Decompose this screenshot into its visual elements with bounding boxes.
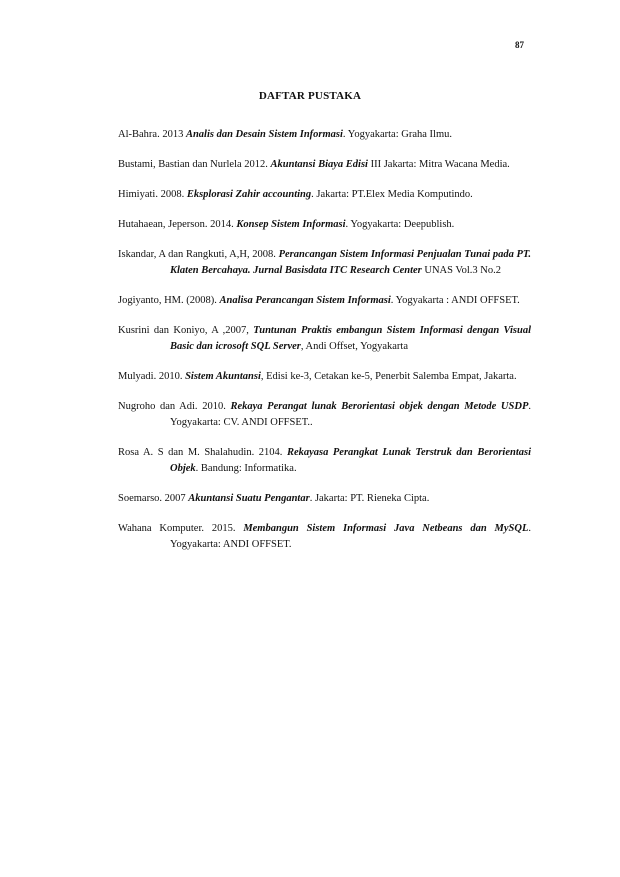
reference-source: Analis dan Desain Sistem Informasi <box>185 129 343 140</box>
reference-author: Kusrini dan Koniyo, A ,2007, <box>118 325 254 336</box>
reference-entry <box>118 521 531 553</box>
reference-entry <box>118 445 531 477</box>
reference-publisher: . Yogyakarta: ANDI OFFSET. <box>170 523 531 550</box>
page-title: DAFTAR PUSTAKA <box>258 90 362 102</box>
reference-source: Tuntunan Praktis embangun Sistem Informasi dengan Visual Basic dan icrosoft SQL Server <box>170 325 531 352</box>
reference-publisher: . Yogyakarta : ANDI OFFSET. <box>390 295 520 306</box>
reference-entry <box>118 187 531 203</box>
reference-source: Akuntansi Suatu Pengantar <box>188 493 310 504</box>
reference-author: Jogiyanto, HM. (2008). <box>118 295 220 306</box>
reference-entry <box>118 247 531 279</box>
page-number: 87 <box>515 40 524 50</box>
reference-entry <box>118 491 531 507</box>
reference-source: Membangun Sistem Informasi Java Netbeans dan MySQL <box>243 523 529 534</box>
reference-author: Wahana Komputer. 2015. <box>118 523 244 534</box>
reference-author: Iskandar, A dan Rangkuti, A,H, 2008. <box>118 249 279 260</box>
reference-source: Sistem Akuntansi <box>185 371 261 382</box>
reference-author: Soemarso. 2007 <box>118 493 189 504</box>
reference-entry <box>118 217 531 233</box>
reference-source: Konsep Sistem Informasi <box>236 219 346 230</box>
reference-author: Hutahaean, Jeperson. 2014. <box>118 219 237 230</box>
reference-publisher: , Andi Offset, Yogyakarta <box>300 341 409 352</box>
reference-publisher: . Jakarta: PT.Elex Media Komputindo. <box>311 189 473 200</box>
reference-publisher: III Jakarta: Mitra Wacana Media. <box>367 159 510 170</box>
reference-list <box>118 127 531 567</box>
reference-author: Himiyati. 2008. <box>118 189 187 200</box>
reference-source: Perancangan Sistem Informasi Penjualan Tunai pada PT. Klaten Bercahaya. Jurnal Basisdata ITC Research Center <box>170 249 531 276</box>
reference-publisher: . Bandung: Informatika. <box>195 463 297 474</box>
reference-source: Eksplorasi Zahir accounting <box>186 189 312 200</box>
reference-author: Al-Bahra. 2013 <box>118 129 186 140</box>
reference-publisher: . Yogyakarta: Deepublish. <box>345 219 455 230</box>
reference-entry <box>118 399 531 431</box>
reference-publisher: . Jakarta: PT. Rieneka Cipta. <box>309 493 430 504</box>
reference-source: Akuntansi Biaya Edisi <box>270 159 368 170</box>
reference-source: Rekayasa Perangkat Lunak Terstruk dan Berorientasi Objek <box>170 447 531 474</box>
reference-source: Rekaya Perangat lunak Berorientasi objek dengan Metode USDP <box>230 401 529 412</box>
reference-source: Analisa Perancangan Sistem Informasi <box>219 295 391 306</box>
reference-author: Bustami, Bastian dan Nurlela 2012. <box>118 159 271 170</box>
reference-publisher: UNAS Vol.3 No.2 <box>421 265 501 276</box>
reference-entry <box>118 369 531 385</box>
reference-publisher: . Yogyakarta: Graha Ilmu. <box>342 129 452 140</box>
reference-entry <box>118 127 531 143</box>
reference-entry <box>118 293 531 309</box>
reference-entry <box>118 157 531 173</box>
reference-entry <box>118 323 531 355</box>
reference-publisher: , Edisi ke-3, Cetakan ke-5, Penerbit Salemba Empat, Jakarta. <box>260 371 517 382</box>
reference-author: Nugroho dan Adi. 2010. <box>118 401 231 412</box>
reference-author: Rosa A. S dan M. Shalahudin. 2104. <box>118 447 287 458</box>
reference-author: Mulyadi. 2010. <box>118 371 186 382</box>
reference-publisher: . Yogyakarta: CV. ANDI OFFSET.. <box>170 401 531 428</box>
